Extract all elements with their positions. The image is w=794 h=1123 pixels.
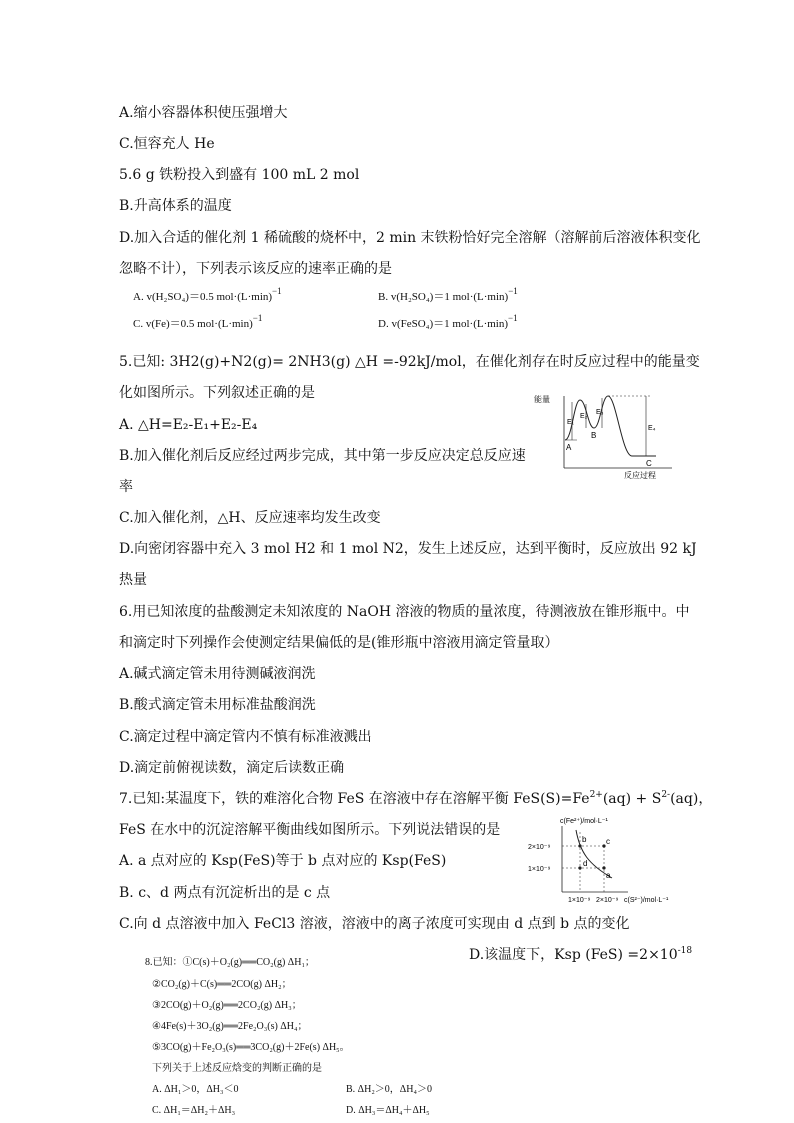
y-tick-2e-9: 2×10⁻⁹ bbox=[528, 844, 551, 851]
q6-option-b: B.酸式滴定管未用标准盐酸润洗 bbox=[119, 697, 316, 713]
q5-option-d-line2: 热量 bbox=[119, 572, 147, 588]
fe-axis-label: c(Fe²⁺)/mol·L⁻¹ bbox=[560, 818, 608, 825]
process-axis-label: 反应过程 bbox=[624, 471, 656, 480]
energy-profile-diagram bbox=[532, 390, 682, 480]
q8-equation-2: ②CO₂(g)＋C(s)══2CO(g) ΔH₂； bbox=[152, 979, 292, 990]
option-b-heat: B.升高体系的温度 bbox=[119, 198, 232, 214]
rate-option-d: D. v(FeSO₄)＝1 $mol\cdot(L\cdot\min)^{-1}$ bbox=[378, 313, 518, 330]
point-b-label: B bbox=[591, 431, 597, 440]
q8-option-d: D. ΔH₃＝ΔH₄＋ΔH₅ bbox=[346, 1105, 430, 1116]
q5-option-a: A. △H=E₂-E₁+E₂-E₄ bbox=[119, 417, 258, 433]
option-a-compress: A.缩小容器体积使压强增大 bbox=[119, 105, 288, 121]
mixed-line-iron: 5.6 g 铁粉投入到盛有 100 mL 2 mol bbox=[119, 167, 360, 183]
q5-option-c: C.加入催化剂，△H、反应速率均发生改变 bbox=[119, 510, 381, 526]
mixed-line-catalyst: D.加入合适的催化剂 1 稀硫酸的烧杯中，2 min 末铁粉恰好完全溶解（溶解前后溶液体积变化 bbox=[119, 230, 701, 246]
q7-option-b: B. c、d 两点有沉淀析出的是 c 点 bbox=[119, 885, 331, 901]
s-axis-label: c(S²⁻)/mol·L⁻¹ bbox=[624, 897, 669, 904]
e2-label: E₂ bbox=[580, 413, 588, 420]
q5-option-b-line1: B.加入催化剂后反应经过两步完成，其中第一步反应决定总反应速 bbox=[119, 448, 526, 464]
rate-option-a: A. v(H₂SO₄)＝0.5 $mol\cdot(L\cdot\min)^{-1}$ bbox=[133, 286, 282, 303]
e1-label: E₁ bbox=[567, 419, 575, 426]
q7-stem-line1: 7.已知:某温度下，铁的难溶化合物 FeS 在溶液中存在溶解平衡 $FeS(S)=Fe^{2+}(aq) + S^{2-}(aq)$， bbox=[119, 790, 713, 807]
q6-stem-line1: 6.用已知浓度的盐酸测定未知浓度的 NaOH 溶液的物质的量浓度，待测液放在锥形瓶中。中 bbox=[119, 604, 690, 620]
q8-option-c: C. ΔH₁＝ΔH₂＋ΔH₃ bbox=[152, 1105, 236, 1116]
q5-stem-line1: 5.已知: 3H2(g)+N2(g)= 2NH3(g) △H =-92kJ/mol，在催化剂存在时反应过程中的能量变 bbox=[119, 354, 700, 370]
energy-axis-label: 能量 bbox=[534, 395, 550, 404]
q5-option-b-line2: 率 bbox=[119, 479, 133, 495]
q7-option-a: A. a 点对应的 Ksp(FeS)等于 b 点对应的 Ksp(FeS) bbox=[119, 853, 447, 869]
q7-stem-line2: FeS 在水中的沉淀溶解平衡曲线如图所示。下列说法错误的是 bbox=[119, 822, 501, 838]
q7-option-d: D.该温度下，Ksp $(FeS) =2\times 10^{-18}$ bbox=[469, 946, 693, 963]
x-tick-1e-9: 1×10⁻⁹ bbox=[568, 897, 591, 904]
option-c-helium: C.恒容充人 He bbox=[119, 136, 215, 152]
q5-stem-line2: 化如图所示。下列叙述正确的是 bbox=[119, 385, 315, 401]
solubility-curve-diagram bbox=[520, 812, 688, 910]
q8-option-b: B. ΔH₂＞0，ΔH₄＞0 bbox=[346, 1084, 432, 1095]
q8-option-a: A. ΔH₁＞0，ΔH₃＜0 bbox=[152, 1084, 239, 1095]
q6-option-d: D.滴定前俯视读数，滴定后读数正确 bbox=[119, 760, 345, 776]
e4-label: E₄ bbox=[648, 425, 656, 432]
q8-equation-3: ③2CO(g)＋O₂(g)══2CO₂(g) ΔH₃； bbox=[152, 1000, 302, 1011]
x-tick-2e-9: 2×10⁻⁹ bbox=[596, 897, 619, 904]
q8-equation-4: ④4Fe(s)＋3O₂(g)══2Fe₂O₃(s) ΔH₄； bbox=[152, 1021, 308, 1032]
point-c-label: C bbox=[646, 459, 652, 468]
mixed-line-question: 忽略不计），下列表示该反应的速率正确的是 bbox=[119, 261, 392, 277]
point-c: c bbox=[606, 837, 610, 846]
q5-option-d-line1: D.向密闭容器中充入 3 mol H2 和 1 mol N2，发生上述反应，达到平衡时，反应放出 92 kJ bbox=[119, 541, 697, 557]
q8-equation-5: ⑤3CO(g)＋Fe₂O₃(s)══3CO₂(g)＋2Fe(s) ΔH₅。 bbox=[152, 1042, 350, 1053]
rate-option-c: C. v(Fe)＝0.5 $mol\cdot(L\cdot\min)^{-1}$ bbox=[133, 313, 263, 330]
point-a: a bbox=[606, 871, 611, 880]
point-d: d bbox=[583, 859, 588, 868]
q6-option-a: A.碱式滴定管未用待测碱液润洗 bbox=[119, 666, 316, 682]
y-tick-1e-9: 1×10⁻⁹ bbox=[528, 866, 551, 873]
q6-stem-line2: 和滴定时下列操作会使测定结果偏低的是(锥形瓶中溶液用滴定管量取） bbox=[119, 635, 559, 651]
rate-option-b: B. v(H₂SO₄)＝1 $mol\cdot(L\cdot\min)^{-1}$ bbox=[378, 286, 518, 303]
e3-label: E₃ bbox=[596, 409, 604, 416]
q6-option-c: C.滴定过程中滴定管内不慎有标准液溅出 bbox=[119, 729, 372, 745]
point-b: b bbox=[582, 835, 587, 844]
q8-question: 下列关于上述反应焓变的判断正确的是 bbox=[152, 1063, 322, 1074]
point-a-label: A bbox=[566, 443, 572, 452]
q8-stem: 8.已知：①C(s)＋O₂(g)══CO₂(g) ΔH₁； bbox=[145, 957, 315, 968]
q7-option-c: C.向 d 点溶液中加入 FeCl3 溶液，溶液中的离子浓度可实现由 d 点到 b 点的变化 bbox=[119, 916, 630, 932]
